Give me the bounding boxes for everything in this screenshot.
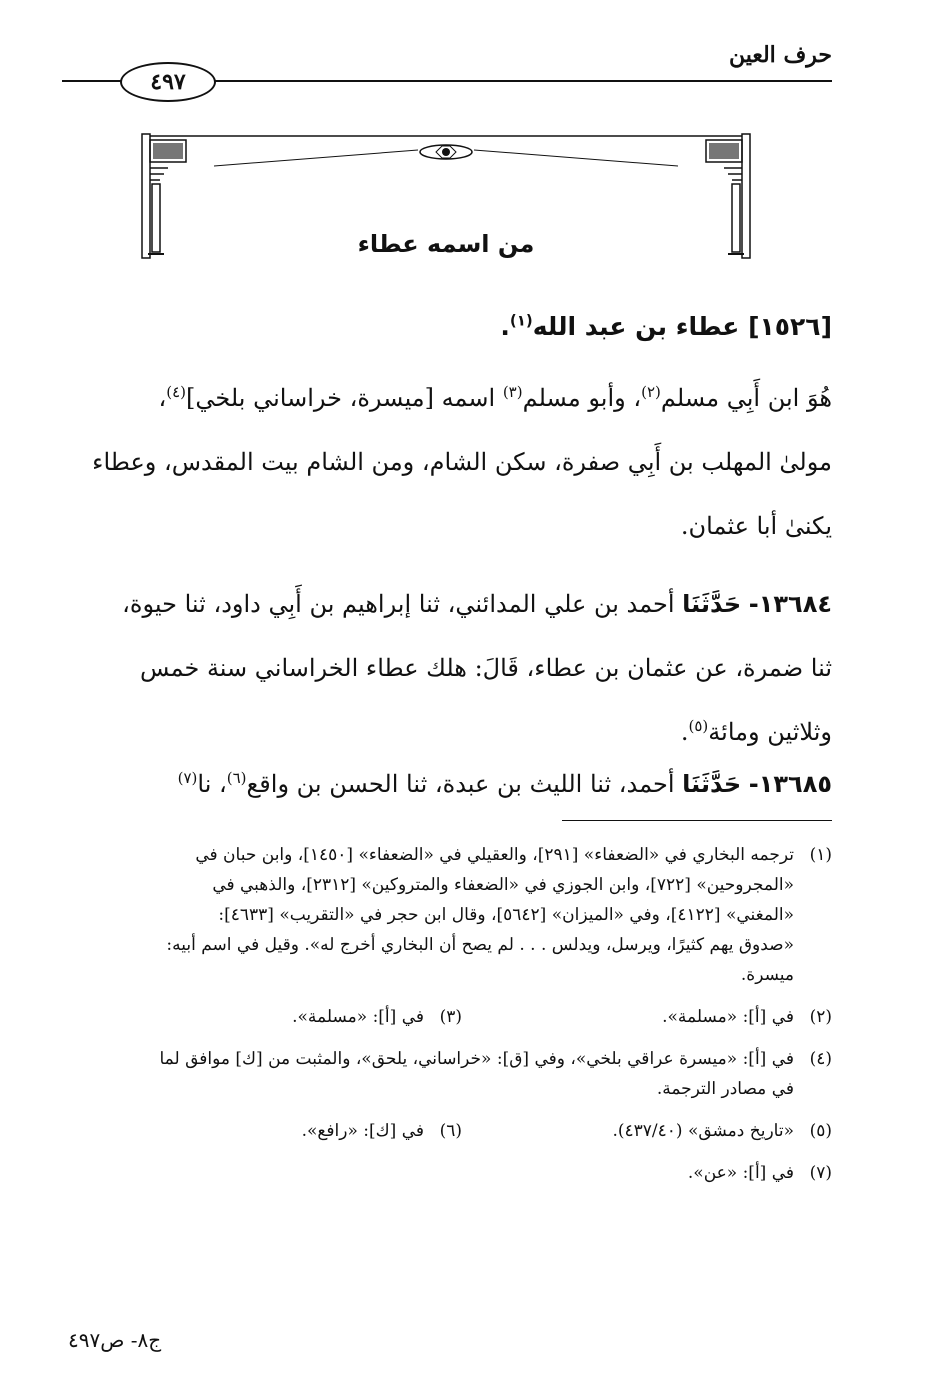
footnote-line: في مصادر الترجمة. bbox=[656, 1079, 794, 1099]
text-run: اسمه [ميسرة، خراساني بلخي] bbox=[186, 384, 503, 412]
footnote-body: في [أ]: «مسلمة». bbox=[662, 1007, 794, 1027]
text-run: ، نا bbox=[197, 770, 227, 798]
text-run: ، bbox=[158, 384, 167, 412]
footnote-number: (٣) bbox=[439, 1007, 462, 1027]
footnote-body: في [أ]: «مسلمة». bbox=[292, 1007, 424, 1027]
text-line: مولىٰ المهلب بن أَبِي صفرة، سكن الشام، ومن الشام بيت المقدس، وعطاء bbox=[92, 448, 832, 476]
footnote-ref: (٤) bbox=[166, 383, 186, 401]
hadith-number: ١٣٦٨٤- bbox=[748, 590, 832, 618]
footnote-ref: (٦) bbox=[226, 769, 247, 787]
text-run: وثلاثين ومائة bbox=[708, 718, 832, 746]
page-number: ٤٩٧ bbox=[120, 62, 216, 102]
footnote-ref: (٢) bbox=[641, 383, 661, 401]
footnote-number: (١) bbox=[809, 845, 832, 865]
footnote-ref: (١) bbox=[509, 311, 533, 330]
text-line: يكنىٰ أبا عثمان. bbox=[680, 512, 832, 540]
running-head: حرف العين bbox=[728, 42, 832, 68]
footnote-6 bbox=[92, 1116, 462, 1146]
text-line bbox=[62, 366, 832, 430]
footnote-line: في [أ]: «ميسرة عراقي بلخي»، وفي [ق]: «خراساني، يلحق»، والمثبت من [ك] موافق لما bbox=[159, 1049, 794, 1069]
text-run: أحمد، ثنا الليث بن عبدة، ثنا الحسن بن واقع bbox=[246, 770, 683, 798]
footnote-number: (٦) bbox=[439, 1121, 462, 1141]
haddathana: حَدَّثَنَا bbox=[682, 770, 742, 798]
footnote-number: (٧) bbox=[809, 1163, 832, 1183]
hadith-paragraph bbox=[62, 752, 832, 816]
footnote-1 bbox=[62, 840, 832, 990]
footnote-ref: (٥) bbox=[688, 717, 709, 735]
section-title: من اسمه عطاء bbox=[357, 230, 535, 258]
text-run: . bbox=[680, 718, 689, 746]
footnote-body bbox=[62, 1044, 794, 1104]
footnote-4 bbox=[62, 1044, 832, 1104]
text-line: ثنا ضمرة، عن عثمان بن عطاء، قَالَ: هلك عطاء الخراساني سنة خمس bbox=[140, 654, 832, 682]
footnote-ref: (٣) bbox=[502, 383, 523, 401]
entry-title bbox=[500, 312, 832, 341]
footnote-line: «المجروحين» [٧٢٢]، وابن الجوزي في «الضعفاء والمتروكين» [٢٣١٢]، والذهبي في bbox=[212, 875, 794, 895]
footnote-body: «تاريخ دمشق» (٤٣٧/٤٠). bbox=[612, 1121, 794, 1141]
entry-end: . bbox=[500, 312, 510, 341]
footnote-number: (٢) bbox=[809, 1007, 832, 1027]
text-line bbox=[62, 752, 832, 816]
entry-number: [١٥٢٦] bbox=[748, 312, 832, 341]
biography-paragraph bbox=[62, 366, 832, 558]
footnote-body: في [أ]: «عن». bbox=[687, 1163, 794, 1183]
text-line bbox=[62, 572, 832, 636]
hadith-number: ١٣٦٨٥- bbox=[748, 770, 832, 798]
footnote-number: (٤) bbox=[809, 1049, 832, 1069]
footnote-5 bbox=[462, 1116, 832, 1146]
footnote-pair bbox=[62, 1116, 832, 1146]
footnote-rule bbox=[562, 820, 832, 821]
text-run: أحمد بن علي المدائني، ثنا إبراهيم بن أَبِي داود، ثنا حيوة، bbox=[122, 590, 683, 618]
section-frame bbox=[138, 132, 754, 260]
entry-name: عطاء بن عبد الله bbox=[532, 312, 740, 341]
footnote-line: ميسرة. bbox=[740, 965, 794, 985]
footnote-line: ترجمه البخاري في «الضعفاء» [٢٩١]، والعقيلي في «الضعفاء» [١٤٥٠]، وابن حبان في bbox=[195, 845, 794, 865]
footnote-pair bbox=[62, 1002, 832, 1032]
footnotes bbox=[62, 840, 832, 1188]
footnote-number: (٥) bbox=[809, 1121, 832, 1141]
footnote-line: «صدوق يهم كثيرًا، ويرسل، ويدلس . . . لم يصح أن البخاري أخرج له». وقيل في اسم أبيه: bbox=[166, 935, 794, 955]
footnote-body bbox=[62, 840, 794, 990]
page-reference: ج٨- ص٤٩٧ bbox=[68, 1328, 162, 1352]
footnote-ref: (٧) bbox=[177, 769, 198, 787]
footnote-2 bbox=[462, 1002, 832, 1032]
text-run: ، وأبو مسلم bbox=[522, 384, 642, 412]
footnote-body: في [ك]: «رافع». bbox=[301, 1121, 424, 1141]
footnote-7 bbox=[62, 1158, 832, 1188]
footnote-line: «المغني» [٤١٢٢]، وفي «الميزان» [٥٦٤٢]، وقال ابن حجر في «التقريب» [٤٦٣٣]: bbox=[218, 905, 794, 925]
text-run: هُوَ ابن أَبِي مسلم bbox=[660, 384, 832, 412]
hadith-paragraph bbox=[62, 572, 832, 764]
haddathana: حَدَّثَنَا bbox=[682, 590, 742, 618]
footnote-3 bbox=[92, 1002, 462, 1032]
